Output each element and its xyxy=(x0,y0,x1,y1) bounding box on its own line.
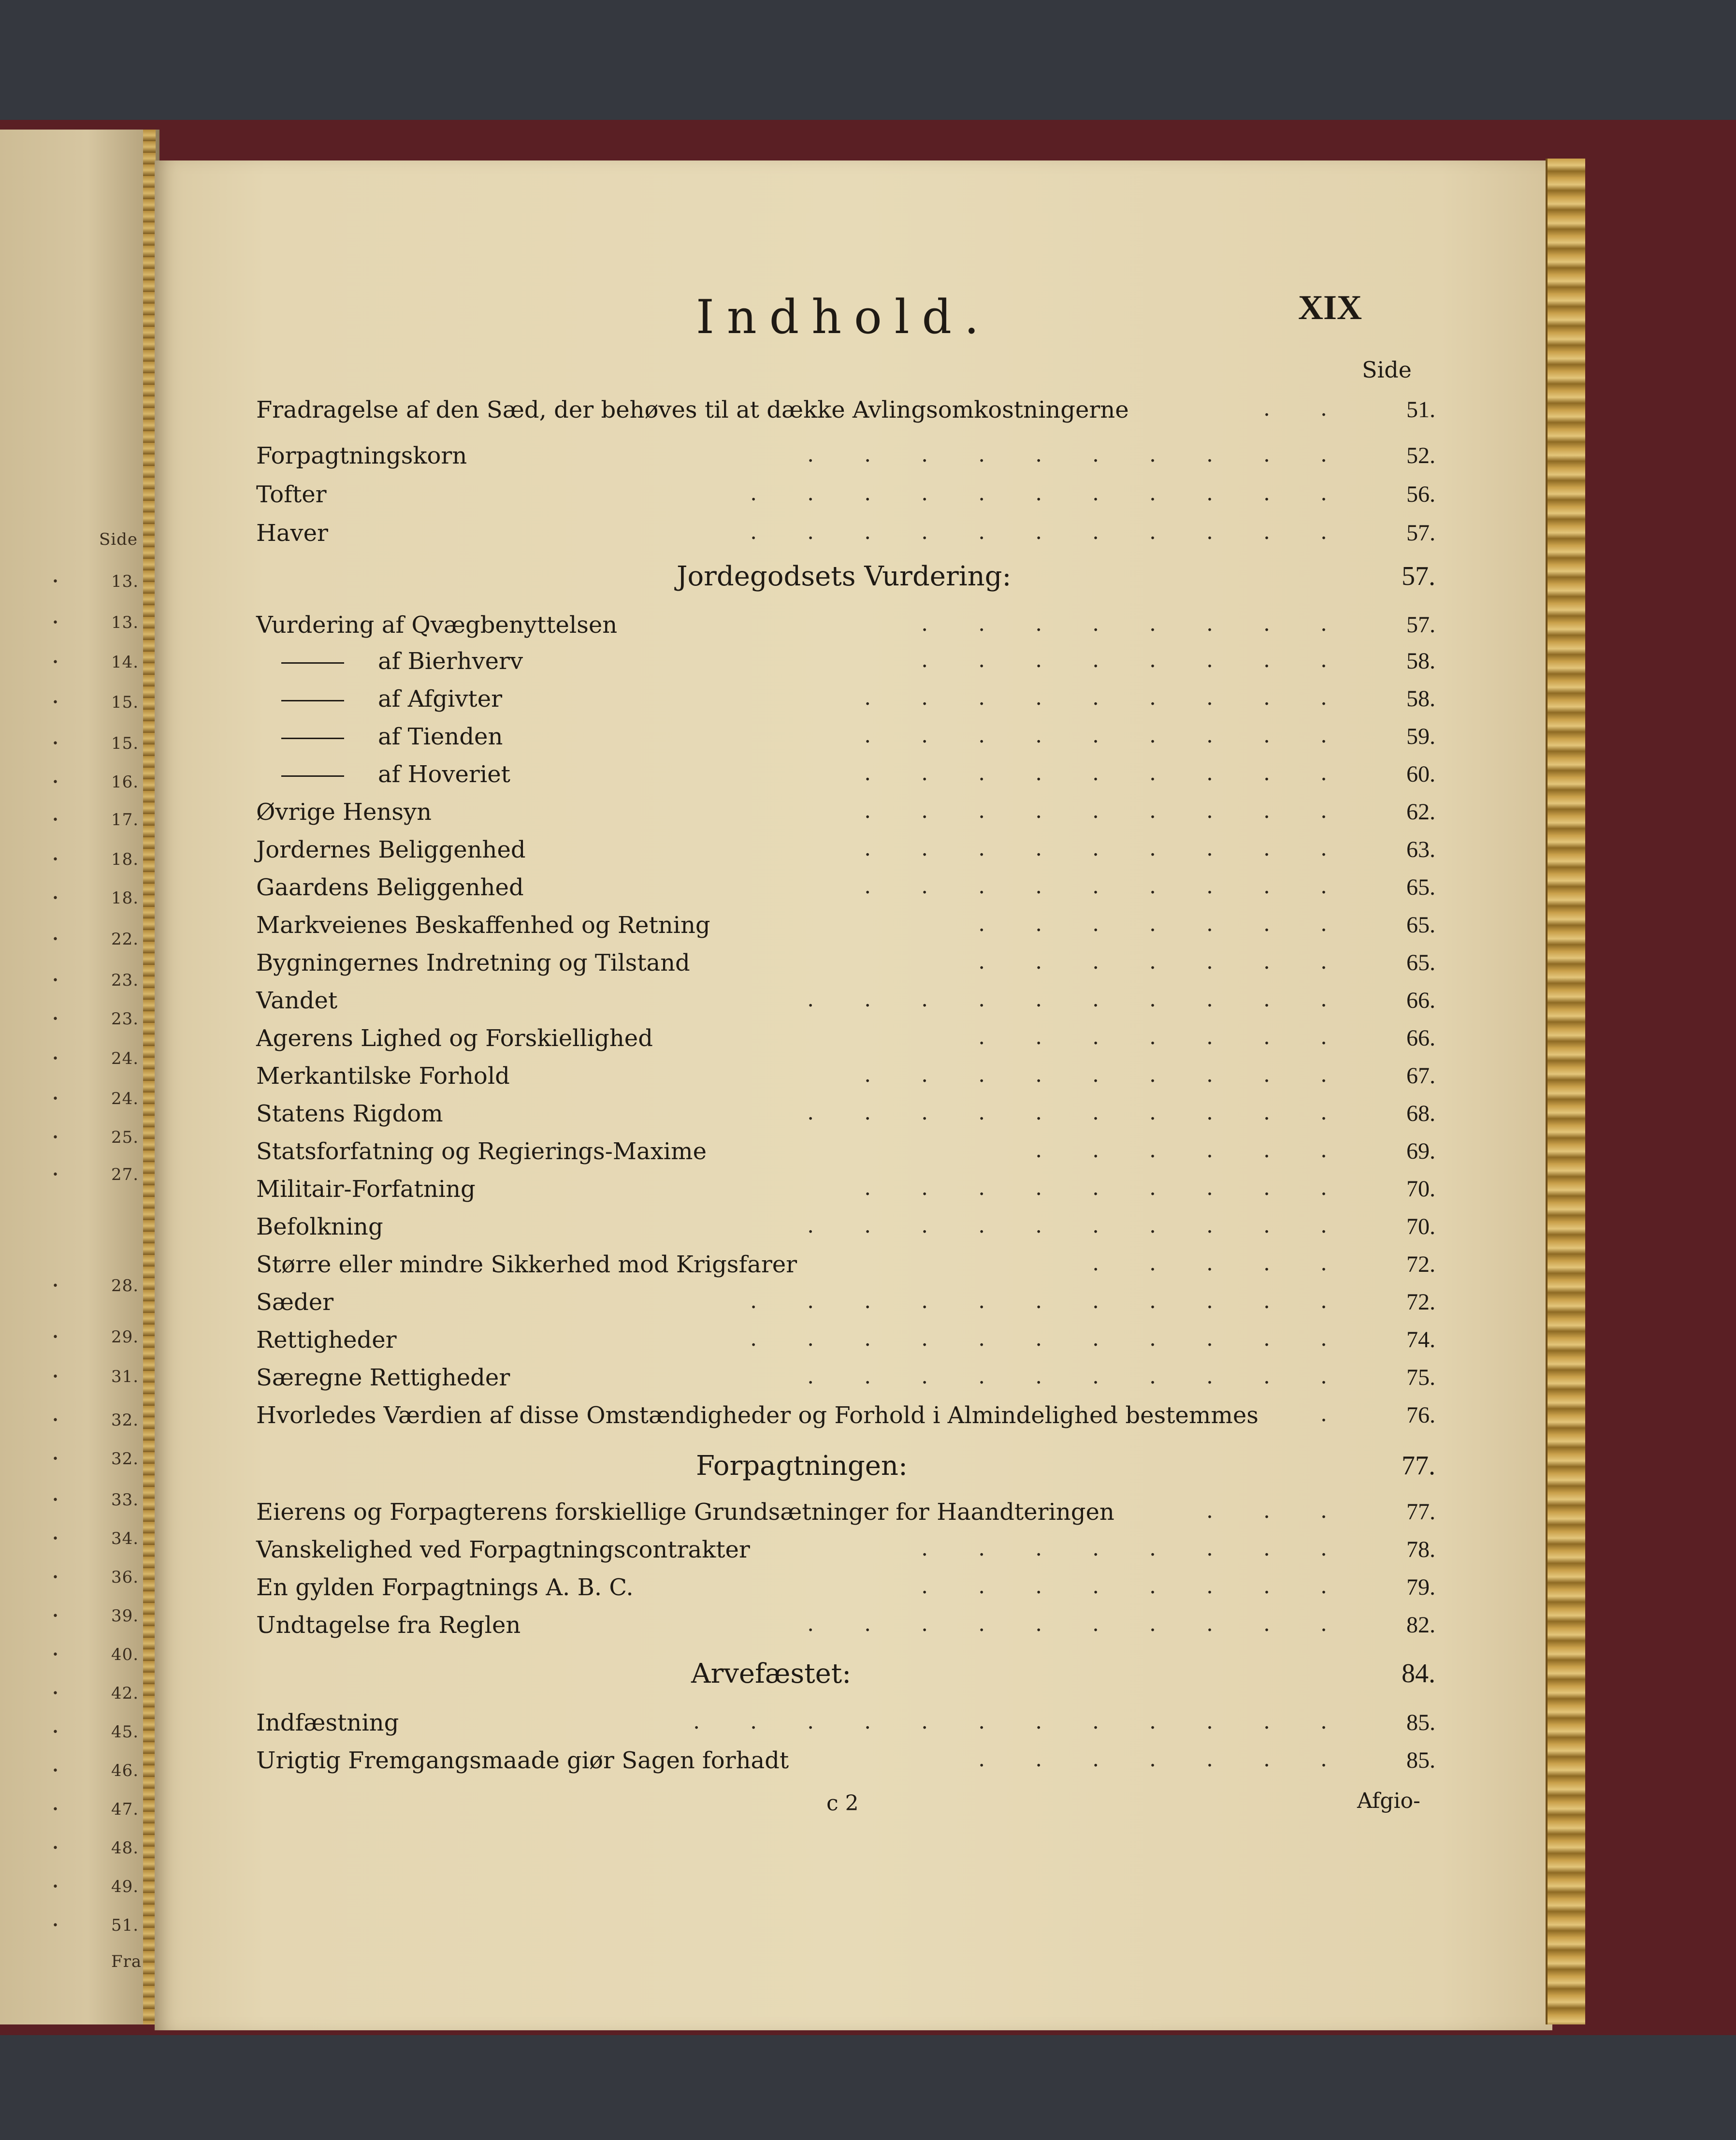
toc-entry-label: Militair-Forfatning xyxy=(256,1176,476,1203)
leader-dots: ........ xyxy=(921,611,1377,636)
toc-entry-label: af Tienden xyxy=(378,723,503,750)
leader-dot: • xyxy=(52,814,59,826)
left-page-number: 48. xyxy=(111,1838,139,1858)
toc-entry-label: Øvrige Hensyn xyxy=(256,799,432,826)
left-page-number: 51. xyxy=(111,1916,139,1935)
left-page-number: 16. xyxy=(111,772,139,792)
catchword: Afgio- xyxy=(1357,1789,1420,1813)
left-page-number: 32. xyxy=(111,1449,139,1469)
section-heading-page: 57. xyxy=(1402,561,1435,591)
leader-dot: • xyxy=(52,1572,59,1584)
toc-entry-page: 66. xyxy=(1406,1025,1435,1051)
leader-dot: • xyxy=(52,1093,59,1105)
toc-entry xyxy=(256,987,1435,1021)
toc-entry-label: Urigtig Fremgangsmaade giør Sagen forhadt xyxy=(256,1747,789,1774)
toc-entry-page: 69. xyxy=(1406,1138,1435,1164)
leader-dots: .......... xyxy=(807,1364,1377,1389)
left-page-edge xyxy=(0,130,159,2024)
left-page-number: 28. xyxy=(111,1276,139,1296)
toc-entry xyxy=(256,1213,1435,1247)
leader-dot: • xyxy=(52,892,59,904)
leader-dots: ........... xyxy=(750,1326,1377,1351)
leader-dots: ....... xyxy=(978,1747,1377,1772)
toc-entry-label: Haver xyxy=(256,520,328,547)
toc-entry-page: 59. xyxy=(1406,724,1435,749)
leader-dot: • xyxy=(52,1765,59,1777)
leader-dot: • xyxy=(52,617,59,629)
toc-entry-page: 63. xyxy=(1406,837,1435,862)
leader-dots: ......... xyxy=(864,723,1377,748)
leader-dots: ......... xyxy=(864,1176,1377,1200)
toc-entry-page: 58. xyxy=(1406,648,1435,674)
toc-entry-page: 76. xyxy=(1406,1402,1435,1428)
leader-dots: ... xyxy=(1206,1499,1377,1523)
toc-entry xyxy=(256,799,1435,832)
leader-dot: • xyxy=(52,1494,59,1506)
leader-dot: • xyxy=(52,1533,59,1545)
toc-entry-page: 85. xyxy=(1406,1747,1435,1773)
toc-entry xyxy=(256,1138,1435,1172)
toc-entry-label: af Hoveriet xyxy=(378,761,510,788)
toc-entry xyxy=(256,1326,1435,1360)
toc-entry xyxy=(256,1747,1435,1781)
leader-dots: ......... xyxy=(864,799,1377,823)
section-heading-text: Jordegodsets Vurdering: xyxy=(677,561,1012,592)
toc-entry-page: 68. xyxy=(1406,1101,1435,1126)
toc-entry-label: Vurdering af Qvægbenyttelsen xyxy=(256,611,618,639)
leader-dots: ......... xyxy=(864,874,1377,899)
leader-dot: • xyxy=(52,1842,59,1854)
toc-section-heading xyxy=(256,1658,1435,1702)
left-page-column-label: Side xyxy=(99,530,138,549)
toc-entry xyxy=(256,836,1435,870)
gilt-edge xyxy=(1546,159,1585,2024)
toc-entry-page: 75. xyxy=(1406,1365,1435,1390)
left-page-number: 39. xyxy=(111,1606,139,1626)
toc-entry-page: 78. xyxy=(1406,1537,1435,1562)
leader-dots: ......... xyxy=(864,761,1377,786)
toc-entry-page: 67. xyxy=(1406,1063,1435,1089)
toc-entry-page: 70. xyxy=(1406,1176,1435,1202)
toc-entry xyxy=(256,1251,1435,1285)
toc-entry-label: Sæder xyxy=(256,1289,334,1316)
toc-entry-page: 77. xyxy=(1406,1499,1435,1525)
left-page-number: 22. xyxy=(111,930,139,949)
left-page-number: 25. xyxy=(111,1128,139,1147)
left-page-number: 13. xyxy=(111,613,139,632)
leader-dot: • xyxy=(52,1453,59,1465)
leader-dot: • xyxy=(52,1726,59,1738)
left-page-number: 15. xyxy=(111,734,139,753)
section-heading-text: Forpagtningen: xyxy=(696,1450,908,1482)
leader-dots: . xyxy=(1320,1402,1377,1427)
left-page-number: 15. xyxy=(111,693,139,712)
toc-entry-label: En gylden Forpagtnings A. B. C. xyxy=(256,1574,634,1601)
page-column-label: Side xyxy=(1362,357,1412,383)
leader-dot: • xyxy=(52,933,59,946)
left-page-number: 45. xyxy=(111,1722,139,1742)
left-page-number: 27. xyxy=(111,1165,139,1184)
left-page-number: 46. xyxy=(111,1761,139,1780)
left-page-number: 18. xyxy=(111,888,139,908)
toc-entry-page: 65. xyxy=(1406,950,1435,975)
toc-entry-label: Fradragelse af den Sæd, der behøves til at dække Avlingsomkostningerne xyxy=(256,396,1129,423)
leader-dot: • xyxy=(52,1881,59,1893)
toc-entry-page: 58. xyxy=(1406,686,1435,712)
toc-entry-label: Indfæstning xyxy=(256,1709,399,1736)
toc-entry-label: Forpagtningskorn xyxy=(256,442,467,469)
left-gilt-edge xyxy=(143,130,156,2024)
leader-dots: ........ xyxy=(921,1574,1377,1599)
section-heading-page: 84. xyxy=(1402,1659,1435,1689)
left-page-number: 31. xyxy=(111,1367,139,1386)
leader-dot: • xyxy=(52,854,59,866)
toc-entry-label: Bygningernes Indretning og Tilstand xyxy=(256,949,690,976)
toc-entry-page: 65. xyxy=(1406,874,1435,900)
leader-dots: .......... xyxy=(807,442,1377,467)
toc-entry xyxy=(256,648,1435,682)
toc-entry-page: 70. xyxy=(1406,1214,1435,1239)
signature-mark: c 2 xyxy=(826,1791,859,1816)
section-heading-text: Arvefæstet: xyxy=(691,1658,852,1689)
toc-entry-page: 51. xyxy=(1406,397,1435,422)
leader-dots: ....... xyxy=(978,949,1377,974)
leader-dot: • xyxy=(52,1920,59,1932)
leader-dot: • xyxy=(52,1371,59,1383)
leader-dot: • xyxy=(52,697,59,709)
toc-entry xyxy=(256,1612,1435,1645)
left-page-number: 18. xyxy=(111,850,139,869)
leader-dots: .......... xyxy=(807,987,1377,1012)
leader-dots: ........... xyxy=(750,520,1377,544)
leader-dot: • xyxy=(52,1331,59,1343)
toc-entry xyxy=(256,1063,1435,1096)
toc-entry-page: 57. xyxy=(1406,612,1435,638)
left-page-number: 33. xyxy=(111,1490,139,1510)
toc-entry-page: 57. xyxy=(1406,520,1435,546)
toc-entry xyxy=(256,1176,1435,1209)
left-page-number: 42. xyxy=(111,1684,139,1703)
leader-dot: • xyxy=(52,1649,59,1661)
toc-entry-label: Vanskelighed ved Forpagtningscontrakter xyxy=(256,1536,750,1563)
toc-entry xyxy=(256,611,1435,645)
leader-dots: .......... xyxy=(807,1213,1377,1238)
leader-dot: • xyxy=(52,1169,59,1181)
toc-entry-label: Større eller mindre Sikkerhed mod Krigsfarer xyxy=(256,1251,797,1278)
page-title: Indhold. xyxy=(696,290,992,344)
leader-dot: • xyxy=(52,1280,59,1292)
leader-dots: ......... xyxy=(864,836,1377,861)
toc-entry xyxy=(256,442,1435,476)
ditto-dash xyxy=(281,662,344,664)
left-page-number: 29. xyxy=(111,1327,139,1347)
toc-entry xyxy=(256,761,1435,795)
toc-entry-label: af Bierhverv xyxy=(378,648,523,675)
toc-entry-label: Befolkning xyxy=(256,1213,383,1240)
leader-dot: • xyxy=(52,1804,59,1816)
toc-entry-label: Tofter xyxy=(256,481,327,508)
leader-dots: ........... xyxy=(750,1289,1377,1313)
leader-dots: ....... xyxy=(978,912,1377,936)
left-page-number: 40. xyxy=(111,1645,139,1664)
toc-entry xyxy=(256,1574,1435,1608)
toc-entry xyxy=(256,1364,1435,1398)
toc-entry xyxy=(256,520,1435,553)
leader-dots: ..... xyxy=(1092,1251,1377,1276)
toc-entry-page: 62. xyxy=(1406,799,1435,825)
leader-dots: ........ xyxy=(921,648,1377,672)
leader-dot: • xyxy=(52,1013,59,1025)
leader-dot: • xyxy=(52,576,59,588)
toc-entry-page: 82. xyxy=(1406,1612,1435,1638)
toc-entry xyxy=(256,396,1435,430)
toc-entry xyxy=(256,949,1435,983)
toc-entry-page: 52. xyxy=(1406,443,1435,468)
leader-dots: ...... xyxy=(1035,1138,1377,1163)
toc-entry-label: Rettigheder xyxy=(256,1326,397,1354)
toc-entry-label: Markveienes Beskaffenhed og Retning xyxy=(256,912,710,939)
toc-entry xyxy=(256,1289,1435,1323)
toc-entry-page: 65. xyxy=(1406,912,1435,938)
leader-dot: • xyxy=(52,1053,59,1065)
left-page-number: 49. xyxy=(111,1877,139,1896)
leader-dots: .......... xyxy=(807,1100,1377,1125)
leader-dots: .. xyxy=(1263,396,1377,421)
toc-entry xyxy=(256,1499,1435,1532)
left-page-number: 32. xyxy=(111,1411,139,1430)
page-number: XIX xyxy=(1298,288,1362,327)
left-page-number: 47. xyxy=(111,1800,139,1819)
toc-entry-page: 60. xyxy=(1406,761,1435,787)
left-page-number: 13. xyxy=(111,572,139,591)
toc-entry-page: 72. xyxy=(1406,1252,1435,1277)
leader-dots: ....... xyxy=(978,1025,1377,1049)
leader-dot: • xyxy=(52,1688,59,1700)
left-page-number: 36. xyxy=(111,1568,139,1587)
left-page-number: 23. xyxy=(111,1009,139,1029)
toc-entry xyxy=(256,1709,1435,1743)
toc-entry xyxy=(256,874,1435,908)
toc-entry xyxy=(256,912,1435,946)
leader-dot: • xyxy=(52,1610,59,1622)
toc-entry xyxy=(256,1100,1435,1134)
toc-section-heading xyxy=(256,1450,1435,1494)
toc-entry-label: Vandet xyxy=(256,987,338,1014)
leader-dot: • xyxy=(52,1132,59,1144)
toc-entry-page: 79. xyxy=(1406,1574,1435,1600)
leader-dot: • xyxy=(52,1414,59,1427)
toc-entry-page: 72. xyxy=(1406,1289,1435,1315)
toc-entry-page: 74. xyxy=(1406,1327,1435,1353)
toc-entry-label: Hvorledes Værdien af disse Omstændigheder og Forhold i Almindelighed bestemmes xyxy=(256,1402,1259,1429)
leader-dots: ......... xyxy=(864,685,1377,710)
toc-entry xyxy=(256,685,1435,719)
toc-entry-label: Agerens Lighed og Forskiellighed xyxy=(256,1025,653,1052)
toc-entry xyxy=(256,1402,1435,1436)
toc-entry xyxy=(256,481,1435,515)
leader-dots: ........... xyxy=(750,481,1377,506)
toc-entry xyxy=(256,1536,1435,1570)
toc-entry xyxy=(256,723,1435,757)
section-heading-page: 77. xyxy=(1402,1451,1435,1481)
left-page-number: Fra xyxy=(111,1952,142,1971)
toc-entry xyxy=(256,1025,1435,1059)
toc-entry-page: 66. xyxy=(1406,988,1435,1013)
left-page-number: 17. xyxy=(111,810,139,830)
leader-dot: • xyxy=(52,776,59,788)
toc-entry-label: Undtagelse fra Reglen xyxy=(256,1612,521,1639)
toc-section-heading xyxy=(256,561,1435,604)
left-page-number: 24. xyxy=(111,1089,139,1108)
toc-entry-label: Gaardens Beliggenhed xyxy=(256,874,524,901)
toc-entry-label: Jordernes Beliggenhed xyxy=(256,836,526,863)
leader-dots: .......... xyxy=(807,1612,1377,1636)
leader-dot: • xyxy=(52,656,59,669)
toc-entry-label: Statsforfatning og Regierings-Maxime xyxy=(256,1138,707,1165)
left-page-number: 24. xyxy=(111,1049,139,1068)
left-page-number: 34. xyxy=(111,1529,139,1548)
leader-dot: • xyxy=(52,738,59,750)
toc-entry-label: Statens Rigdom xyxy=(256,1100,443,1127)
leader-dots: ......... xyxy=(864,1063,1377,1087)
leader-dot: • xyxy=(52,975,59,987)
toc-entry-label: Eierens og Forpagterens forskiellige Grundsætninger for Haandteringen xyxy=(256,1499,1114,1526)
left-page-number: 14. xyxy=(111,653,139,672)
ditto-dash xyxy=(281,700,344,701)
toc-entry-label: af Afgivter xyxy=(378,685,503,713)
left-page-number: 23. xyxy=(111,971,139,990)
ditto-dash xyxy=(281,738,344,739)
toc-entry-page: 85. xyxy=(1406,1710,1435,1735)
toc-entry-page: 56. xyxy=(1406,481,1435,507)
leader-dots: ........ xyxy=(921,1536,1377,1561)
ditto-dash xyxy=(281,775,344,777)
toc-entry-label: Særegne Rettigheder xyxy=(256,1364,510,1391)
leader-dots: ............ xyxy=(693,1709,1377,1734)
toc-entry-label: Merkantilske Forhold xyxy=(256,1063,510,1090)
